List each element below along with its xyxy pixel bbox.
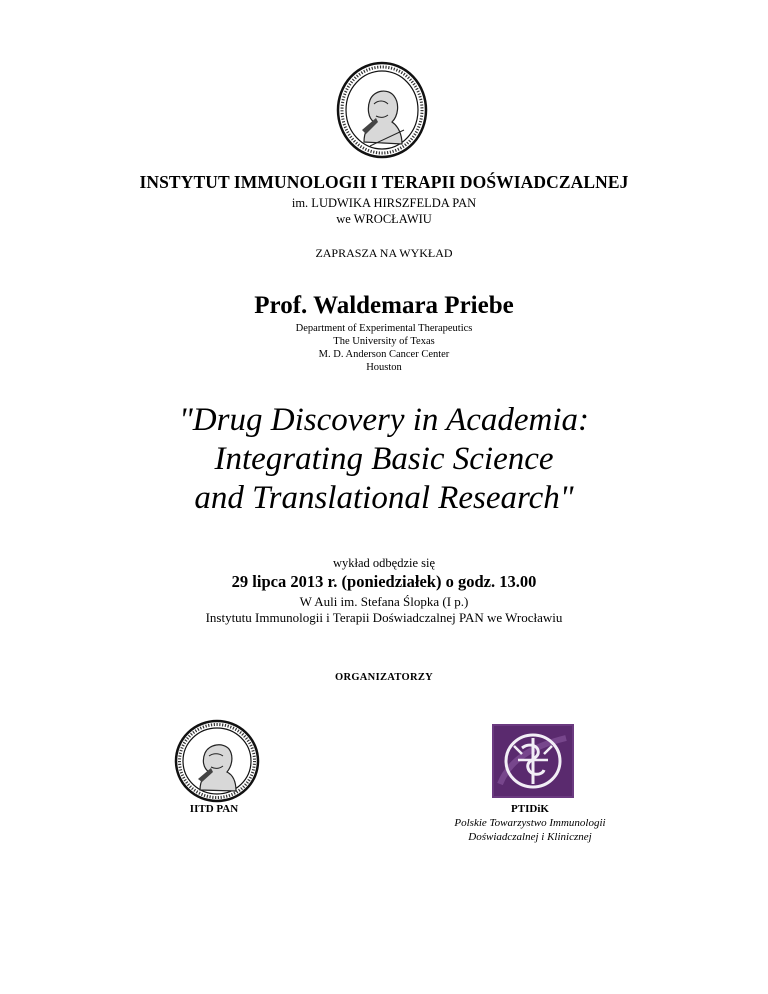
lecture-title-line: Integrating Basic Science [214, 441, 554, 477]
lecture-title-line: "Drug Discovery in Academia: [178, 402, 590, 438]
speaker-name: Prof. Waldemara Priebe [254, 292, 514, 319]
institute-name: INSTYTUT IMMUNOLOGII I TERAPII DOŚWIADCZALNEJ [139, 172, 629, 192]
organizer-ptidik-fullname: Polskie Towarzystwo Immunologii [454, 817, 606, 829]
organizer-ptidik-fullname: Doświadczalnej i Klinicznej [468, 831, 592, 843]
organizer-ptidik-label: PTIDiK [511, 803, 549, 815]
invitation-line: ZAPRASZA NA WYKŁAD [315, 246, 453, 260]
event-venue-institute: Instytutu Immunologii i Terapii Doświadczalnej PAN we Wrocławiu [205, 610, 563, 625]
ptidik-logo-icon [492, 724, 574, 798]
organizers-heading: ORGANIZATORZY [334, 672, 434, 683]
event-intro: wykład odbędzie się [332, 556, 436, 570]
organizer-iitd-label: IITD PAN [189, 803, 239, 815]
lecture-title-line: and Translational Research" [194, 480, 574, 516]
speaker-affiliation-line: Houston [366, 362, 402, 373]
hirszfeld-seal-icon [172, 718, 262, 804]
institute-patron: im. LUDWIKA HIRSZFELDA PAN [291, 196, 477, 210]
speaker-affiliation-line: Department of Experimental Therapeutics [295, 323, 473, 334]
event-date: 29 lipca 2013 r. (poniedziałek) o godz. 13.00 [231, 572, 537, 591]
speaker-affiliation-line: M. D. Anderson Cancer Center [318, 349, 450, 360]
institute-city: we WROCŁAWIU [336, 212, 432, 226]
hirszfeld-seal-icon [334, 60, 430, 160]
speaker-affiliation-line: The University of Texas [333, 336, 435, 347]
event-venue: W Auli im. Stefana Ślopka (I p.) [299, 594, 469, 609]
